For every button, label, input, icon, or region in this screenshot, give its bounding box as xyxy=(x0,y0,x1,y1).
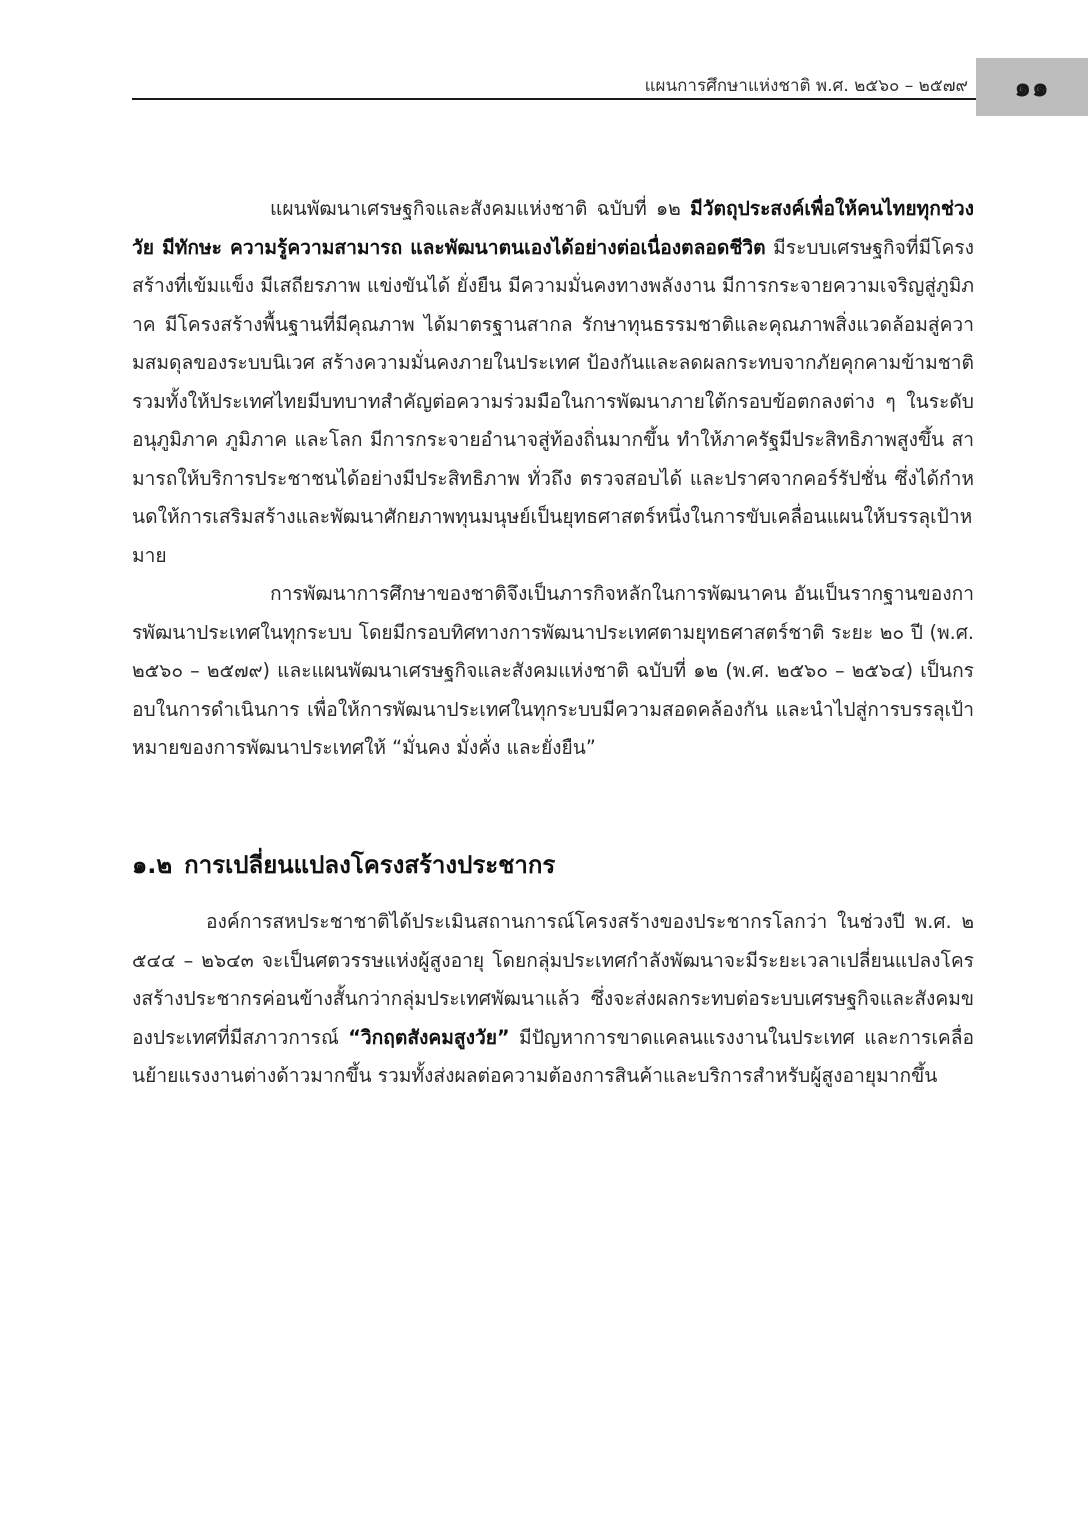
paragraph-objectives-emphasis: มีวัตถุประสงค์เพื่อให้คนไทยทุกช่วงวัย มีทักษะ ความรู้ความสามารถ และพัฒนาตนเองได้อย่างต่อเนื่องตลอดชีวิต xyxy=(132,197,974,259)
header-divider xyxy=(132,98,976,100)
paragraph-population-intro: องค์การสหประชาชาติได้ประเมินสถานการณ์โครงสร้างของประชากรโลกว่า ในช่วงปี พ.ศ. ๒๕๔๔ – ๒๖๔๓ จะเป็นศตวรรษแห่งผู้สูงอายุ โดยกลุ่มประเทศกำลังพัฒนาจะมีระยะเวลาเปลี่ยนแปลงโครงสร้างประชากรค่อนข้างสั้นกว่ากลุ่มประเทศพัฒนาแล้ว ซึ่งจะส่งผลกระทบต่อระบบเศรษฐกิจและสังคมของประเทศที่มีสภาวการณ์ xyxy=(132,910,974,1049)
paragraph-education-development: การพัฒนาการศึกษาของชาติจึงเป็นภารกิจหลักในการพัฒนาคน อันเป็นรากฐานของการพัฒนาประเทศในทุกระบบ โดยมีกรอบทิศทางการพัฒนาประเทศตามยุทธศาสตร์ชาติ ระยะ ๒๐ ปี (พ.ศ. ๒๕๖๐ – ๒๕๗๙) และแผนพัฒนาเศรษฐกิจและสังคมแห่งชาติ ฉบับที่ ๑๒ (พ.ศ. ๒๕๖๐ – ๒๕๖๔) เป็นกรอบในการดำเนินการ เพื่อให้การพัฒนาประเทศในทุกระบบมีความสอดคล้องกัน และนำไปสู่การบรรลุเป้าหมายของการพัฒนาประเทศให้ “มั่นคง มั่งคั่ง และยั่งยืน” xyxy=(132,582,974,759)
section-number: ๑.๒ xyxy=(132,851,173,879)
section-heading xyxy=(132,845,974,884)
paragraph-objectives xyxy=(132,190,974,575)
paragraph-objectives-intro: แผนพัฒนาเศรษฐกิจและสังคมแห่งชาติ ฉบับที่ ๑๒ xyxy=(270,197,691,220)
paragraph-objectives-rest: มีระบบเศรษฐกิจที่มีโครงสร้างที่เข้มแข็ง มีเสถียรภาพ แข่งขันได้ ยั่งยืน มีความมั่นคงทางพลังงาน มีการกระจายความเจริญสู่ภูมิภาค มีโครงสร้างพื้นฐานที่มีคุณภาพ ได้มาตรฐานสากล รักษาทุนธรรมชาติและคุณภาพสิ่งแวดล้อมสู่ความสมดุลของระบบนิเวศ สร้างความมั่นคงภายในประเทศ ป้องกันและลดผลกระทบจากภัยคุกคามข้ามชาติ รวมทั้งให้ประเทศไทยมีบทบาทสำคัญต่อความร่วมมือในการพัฒนาภายใต้กรอบข้อตกลงต่าง ๆ ในระดับอนุภูมิภาค ภูมิภาค และโลก มีการกระจายอำนาจสู่ท้องถิ่นมากขึ้น ทำให้ภาครัฐมีประสิทธิภาพสูงขึ้น สามารถให้บริการประชาชนได้อย่างมีประสิทธิภาพ ทั่วถึง ตรวจสอบได้ และปราศจากคอร์รัปชั่น ซึ่งได้กำหนดให้การเสริมสร้างและพัฒนาศักยภาพทุนมนุษย์เป็นยุทธศาสตร์หนึ่งในการขับเคลื่อนแผนให้บรรลุเป้าหมาย xyxy=(132,235,974,567)
paragraph-population-structure xyxy=(132,903,974,1096)
paragraph-population-emphasis: “วิกฤตสังคมสูงวัย” xyxy=(348,1025,510,1049)
paragraph-population-rest: มีปัญหาการขาดแคลนแรงงานในประเทศ และการเคลื่อนย้ายแรงงานต่างด้าวมากขึ้น รวมทั้งส่งผลต่อความต้องการสินค้าและบริการสำหรับผู้สูงอายุมากขึ้น xyxy=(132,1025,974,1087)
page-number-tab: ๑๑ xyxy=(976,58,1088,116)
section-title: การเปลี่ยนแปลงโครงสร้างประชากร xyxy=(184,851,556,879)
running-header-title: แผนการศึกษาแห่งชาติ พ.ศ. ๒๕๖๐ – ๒๕๗๙ xyxy=(644,76,968,96)
